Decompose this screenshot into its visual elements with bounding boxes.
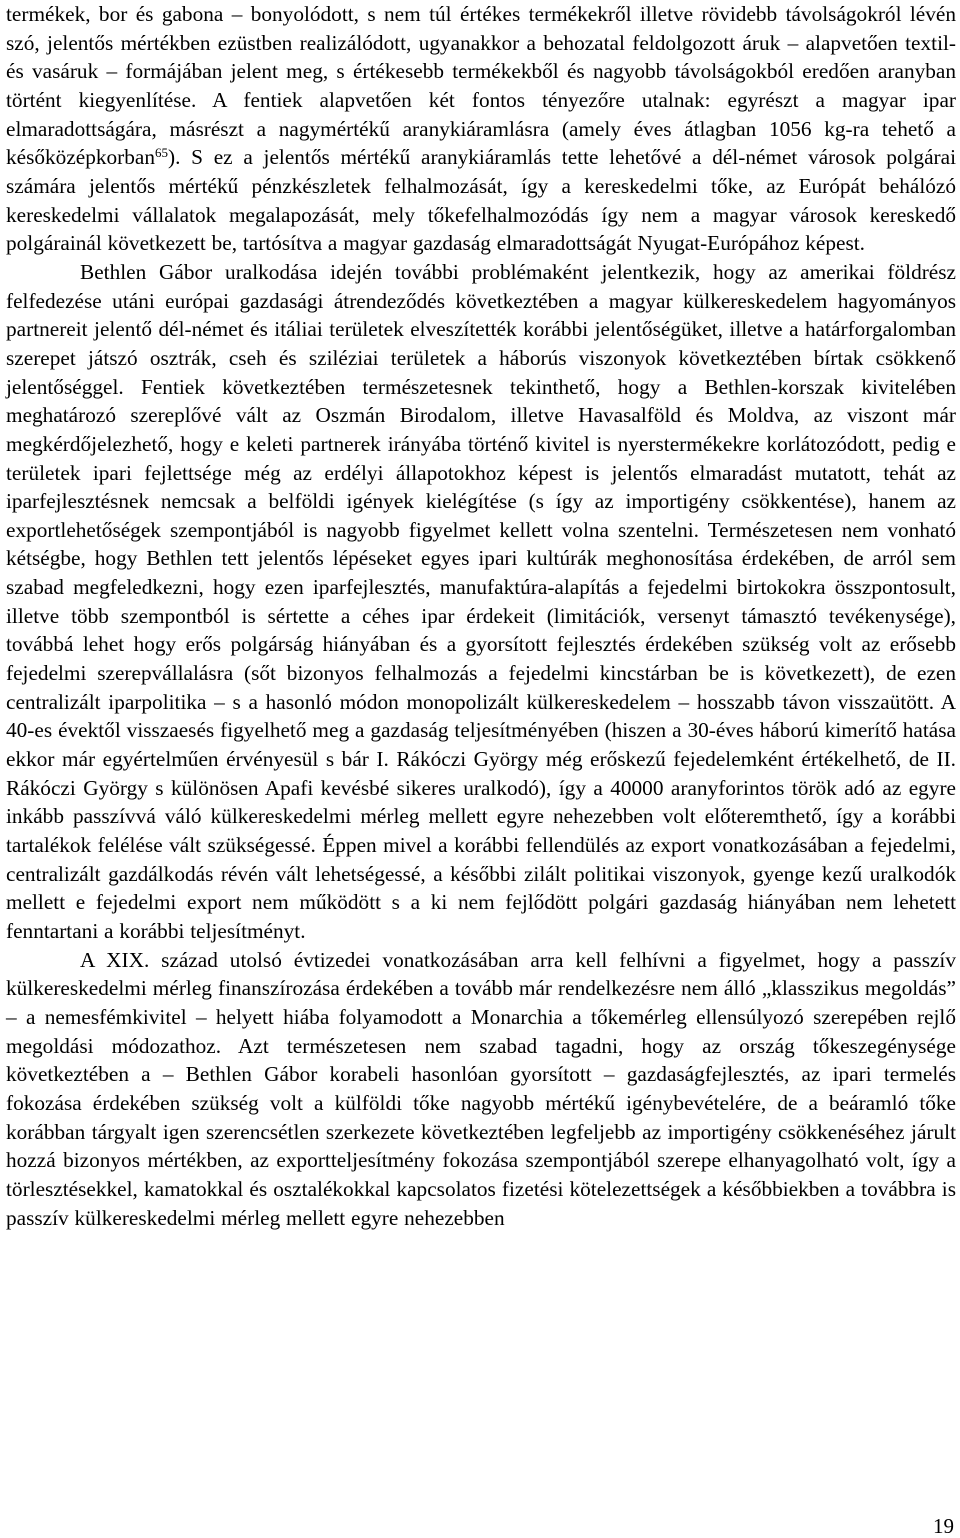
page-number: 19 xyxy=(933,1514,954,1538)
paragraph-1-continuation: ). S ez a jelentős mértékű aranykiáramlás tette lehetővé a dél-német városok polgárai számára jelentős mértékű pénzkészletek felhalmozását, így a kereskedelmi tőke, az Európát behálózó kereskedelmi vállalatok megalapozását, mely tőkefelhalmozódás így nem a magyar városok kereskedő polgárainál következett be, tartósítva a magyar gazdaság elmaradottságát Nyugat-Európához képest. xyxy=(6,145,956,256)
document-page xyxy=(6,0,956,1232)
paragraph-3-text: A XIX. század utolsó évtizedei vonatkozásában arra kell felhívni a figyelmet, hogy a passzív külkereskedelmi mérleg finanszírozása érdekében a tovább már rendelkezésre nem álló „klasszikus megoldás” – a nemesfémkivitel – helyett hiába folyamodott a Monarchia a tőkemérleg ellensúlyozó szerepében rejlő megoldási módozathoz. Azt természetesen nem szabad tagadni, hogy az ország tőkeszegénysége következtében a – Bethlen Gábor korabeli hasonlóan gyorsított – gazdaságfejlesztés, az ipari termelés fokozása érdekében szükség volt a külföldi tőke nagyobb mértékű igénybevételére, de a beáramló tőke korábban tárgyalt igen szerencsétlen szerkezete következtében legfeljebb az importigény csökkenéséhez járult hozzá bizonyos mértékben, az exportteljesítmény fokozása szempontjából szerepe elhanyagolható volt, így a törlesztésekkel, kamatokkal és osztalékokkal kapcsolatos fizetési kötelezettségek a későbbiekben a továbbra is passzív külkereskedelmi mérleg mellett egyre nehezebben xyxy=(6,947,956,1230)
paragraph-1 xyxy=(6,0,956,258)
paragraph-1-text: termékek, bor és gabona – bonyolódott, s nem túl értékes termékekről illetve rövidebb távolságokról lévén szó, jelentős mértékben ezüstben realizálódott, ugyanakkor a behozatal feldolgozott áruk – alapvetően textil- és vasáruk – formájában jelent meg, s értékesebb termékekből és nagyobb távolságokból eredően aranyban történt kiegyenlítése. A fentiek alapvetően két fontos tényezőre utalnak: egyrészt a magyar ipar elmaradottságára, másrészt a nagymértékű aranykiáramlásra (amely éves átlagban 1056 kg-ra tehető a későközépkorban xyxy=(6,2,956,170)
paragraph-3 xyxy=(6,946,956,1233)
footnote-reference-65[interactable]: 65 xyxy=(155,145,169,161)
paragraph-2 xyxy=(6,258,956,946)
paragraph-2-text: Bethlen Gábor uralkodása idején további problémaként jelentkezik, hogy az amerikai földrész felfedezése utáni európai gazdasági átrendeződés következtében a magyar külkereskedelem hagyományos partnereit jelentő dél-német és itáliai területek elveszítették korábbi jelentőségüket, illetve a határforgalomban szerepet játszó osztrák, cseh és sziléziai területek a háborús viszonyok következtében bírtak csökkenő jelentőséggel. Fentiek következtében természetesnek tekinthető, hogy a Bethlen-korszak kivitelében meghatározó szereplővé vált az Oszmán Birodalom, illetve Havasalföld és Moldva, az viszont már megkérdőjelezhető, hogy e keleti partnerek irányába történő kivitel is nyerstermékekre korlátozódott, pedig e területek ipari fejlettsége még az erdélyi állapotokhoz képest is jelentős elmaradást mutatott, tehát az iparfejlesztésnek nemcsak a belföldi igények kielégítése (s így az importigény csökkentése), hanem az exportlehetőségek szempontjából is nagyobb figyelmet kellett volna szentelni. Természetesen nem vonható kétségbe, hogy Bethlen tett jelentős lépéseket egyes ipari kultúrák meghonosítása érdekében, de arról sem szabad megfeledkezni, hogy ezen iparfejlesztés, manufaktúra-alapítás a fejedelmi birtokokra összpontosult, illetve több szempontból is sértette a céhes ipar érdekeit (limitációk, versenyt támasztó tevékenysége), továbbá lehet hogy erős polgárság hiányában és a gyorsított fejlesztés érdekében szükség volt az erősebb fejedelmi szerepvállalásra (sőt bizonyos felhalmozás a fejedelmi kincstárban be is következett), de ezen centralizált iparpolitika – s a hasonló módon monopolizált külkereskedelem – hosszabb távon visszaütött. A 40-es évektől visszaesés figyelhető meg a gazdaság teljesítményében (hiszen a 30-éves háború kimerítő hatása ekkor már egyértelműen érvényesül s bár I. Rákóczi György még erőskezű fejedelemként értékelhető, de II. Rákóczi György s különösen Apafi kevésbé sikeres uralkodó), így a 40000 aranyforintos török adó az egyre inkább passzívvá váló külkereskedelmi mérleg mellett egyre nehezebben volt előteremthető, így a korábbi tartalékok felélése vált szükségessé. Éppen mivel a korábbi fellendülés az export vonatkozásában a fejedelmi, centralizált gazdálkodás révén vált lehetségessé, a későbbi zilált politikai viszonyok, gyenge kezű uralkodók mellett e fejedelmi export nem működött s a ki nem fejlődött polgári gazdaság hiányában nem lehetett fenntartani a korábbi teljesítményt. xyxy=(6,259,956,943)
